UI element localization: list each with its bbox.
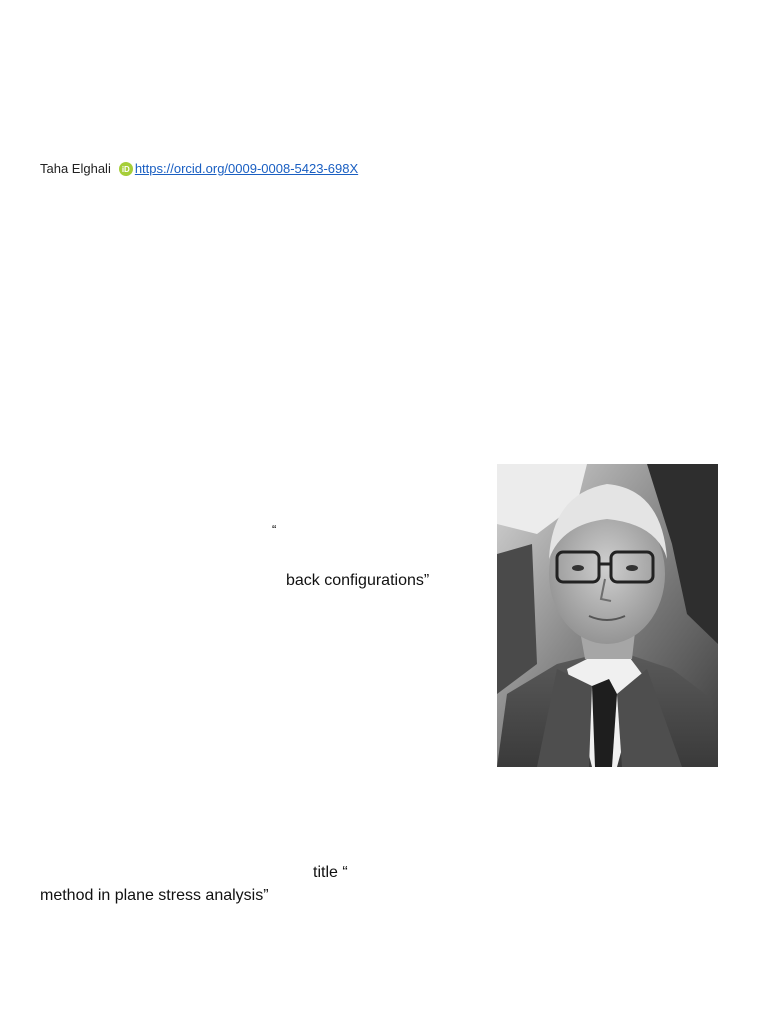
back-configurations-fragment: back configurations” bbox=[286, 572, 430, 589]
orcid-link[interactable]: https://orcid.org/0009-0008-5423-698X bbox=[134, 160, 359, 176]
author-line bbox=[40, 158, 358, 178]
title-quote-fragment: title “ bbox=[313, 864, 348, 881]
portrait-photo bbox=[497, 464, 718, 767]
author-name: Taha Elghali bbox=[40, 160, 111, 176]
portrait-image bbox=[497, 464, 718, 767]
method-line-fragment: method in plane stress analysis” bbox=[40, 887, 269, 904]
open-quote-fragment: “ bbox=[272, 522, 277, 537]
orcid-icon[interactable]: iD bbox=[119, 162, 133, 176]
